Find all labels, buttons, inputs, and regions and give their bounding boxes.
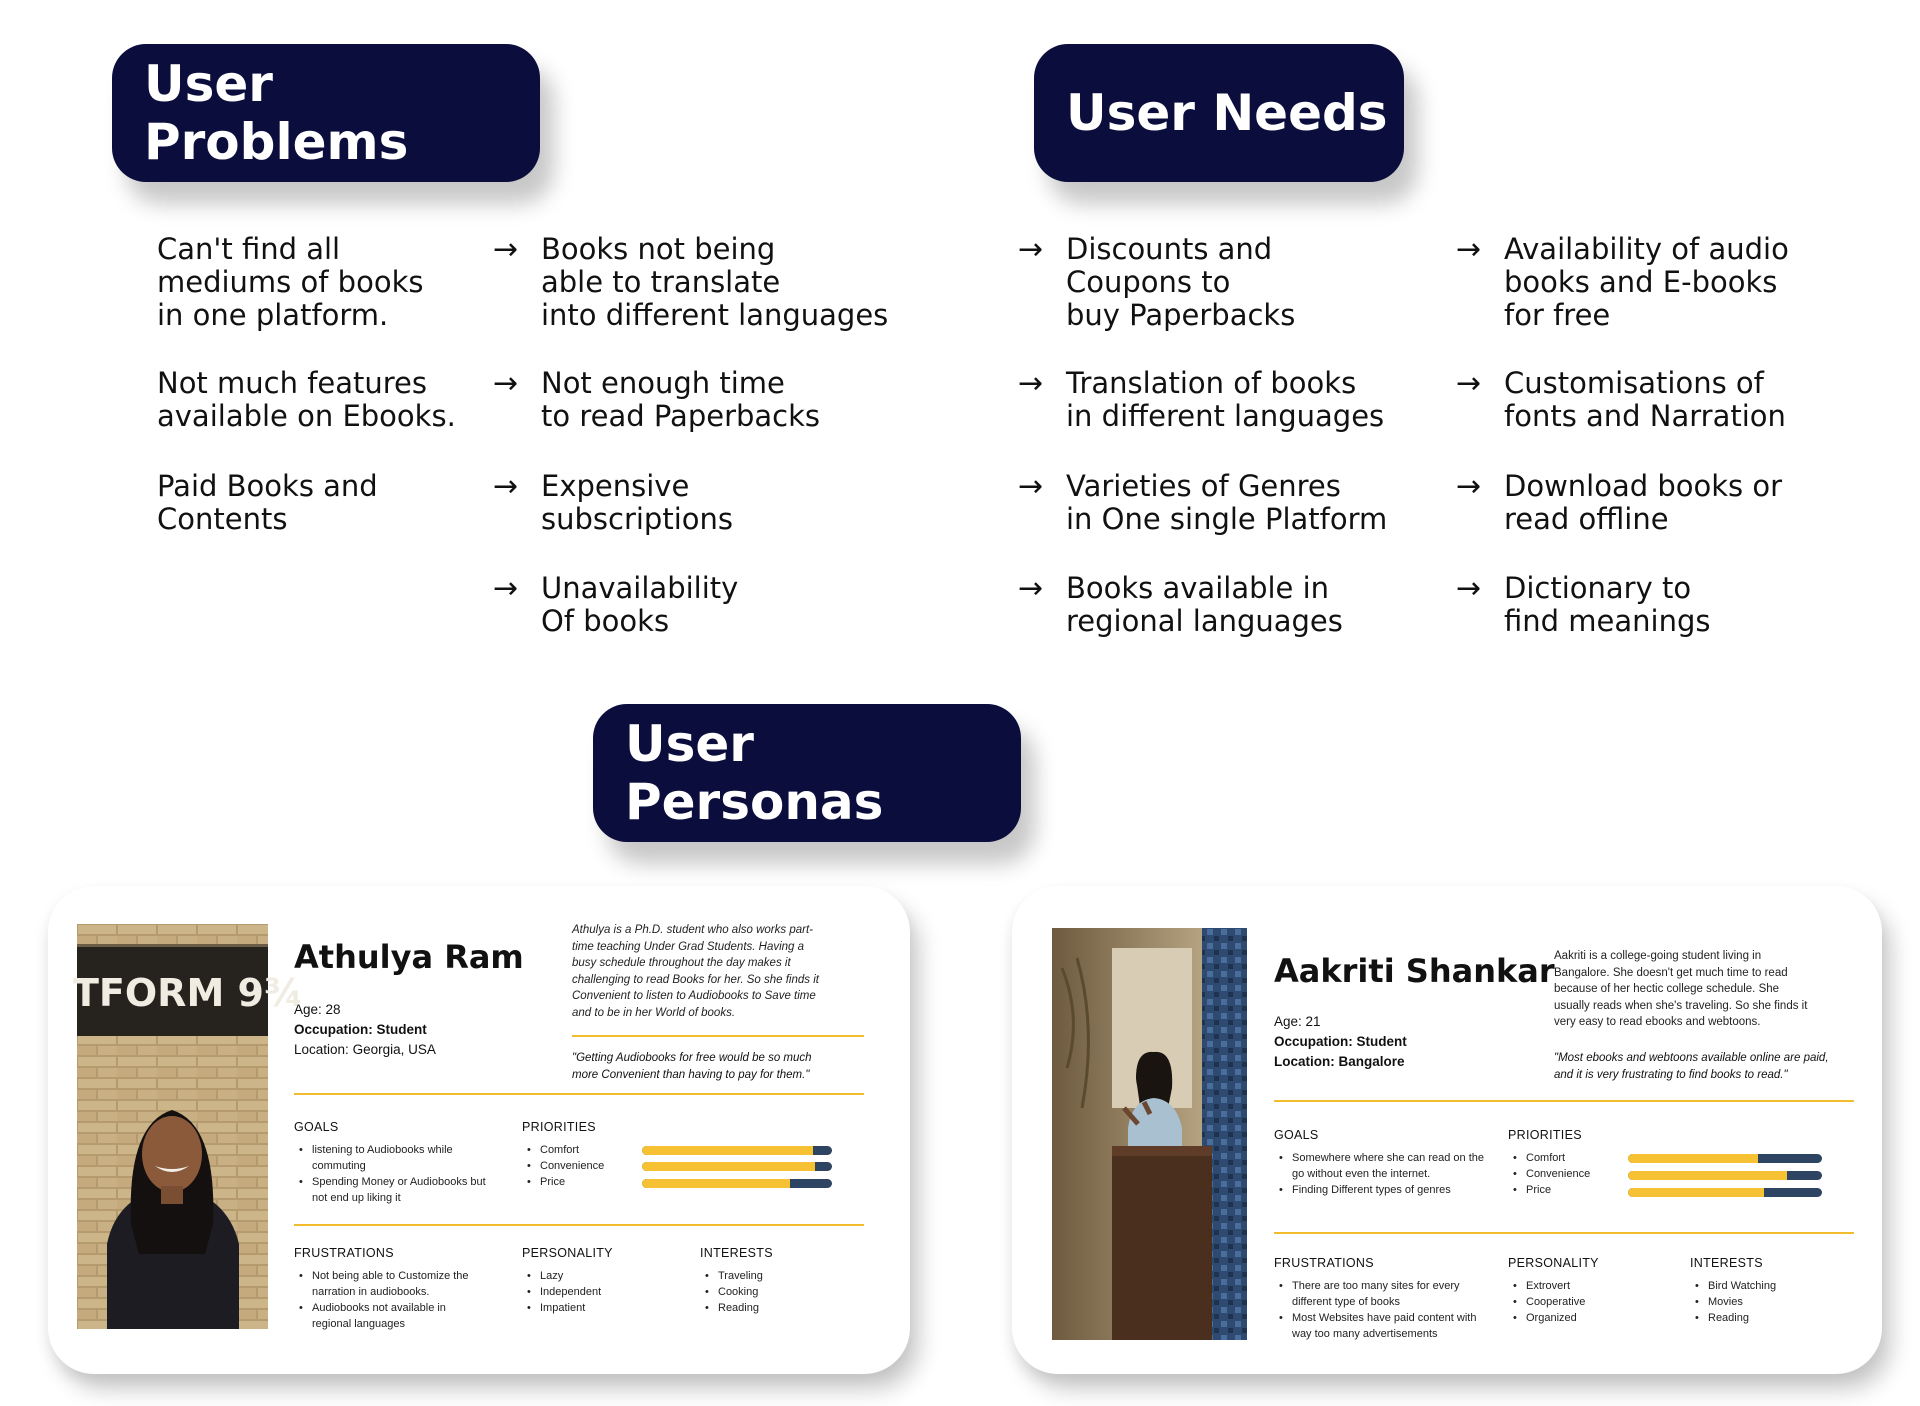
frustrations-heading: FRUSTRATIONS bbox=[1274, 1256, 1374, 1270]
bio-line: and to be in her World of books. bbox=[572, 1006, 736, 1019]
list-item: • Cooking bbox=[700, 1284, 840, 1300]
list-item: • Lazy bbox=[522, 1268, 662, 1284]
quote-line: more Convenient than having to pay for them." bbox=[572, 1068, 810, 1081]
interests-list bbox=[700, 1268, 840, 1316]
user-needs-heading bbox=[1034, 44, 1404, 182]
arrow-right-icon: → bbox=[1018, 469, 1044, 504]
quote-line: "Getting Audiobooks for free would be so much bbox=[572, 1052, 812, 1064]
arrow-right-icon: → bbox=[1018, 571, 1044, 606]
bio-line: time teaching Under Grad Students. Having a bbox=[572, 940, 805, 953]
text-line: books and E-books bbox=[1504, 265, 1778, 299]
bio-line: because of her hectic college schedule. She bbox=[1554, 983, 1780, 995]
occupation-label: Occupation: bbox=[294, 1022, 373, 1037]
list-item: • Movies bbox=[1690, 1294, 1840, 1310]
need-left-4 bbox=[1018, 571, 1343, 638]
text-line: Varieties of Genres bbox=[1066, 469, 1341, 503]
persona-quote bbox=[1554, 1050, 1829, 1083]
persona-meta bbox=[294, 1000, 436, 1060]
priority-bar-price bbox=[1628, 1188, 1822, 1197]
age-label: Age: bbox=[294, 1002, 322, 1017]
quote-line: and it is very frustrating to find books to read." bbox=[1554, 1068, 1788, 1081]
interests-list bbox=[1690, 1278, 1840, 1326]
text-line: in One single Platform bbox=[1066, 502, 1388, 536]
problem-cause-3 bbox=[157, 470, 378, 536]
frustrations-heading: FRUSTRATIONS bbox=[294, 1246, 394, 1260]
goals-list bbox=[294, 1142, 494, 1206]
problem-cause-1 bbox=[157, 233, 423, 332]
arrow-right-icon: → bbox=[493, 469, 519, 504]
interests-heading: INTERESTS bbox=[700, 1246, 773, 1260]
priorities-heading: PRIORITIES bbox=[522, 1120, 596, 1134]
text-line: Not enough time bbox=[541, 366, 785, 400]
list-item: • Bird Watching bbox=[1690, 1278, 1840, 1294]
arrow-right-icon: → bbox=[1018, 366, 1044, 401]
text-line: Dictionary to bbox=[1504, 571, 1692, 605]
list-item: • Spending Money or Audiobooks but not end up liking it bbox=[294, 1174, 494, 1206]
text-line: Can't find all bbox=[157, 232, 341, 266]
list-item: • Comfort bbox=[1508, 1150, 1618, 1166]
bio-line: busy schedule throughout the day makes it bbox=[572, 957, 791, 969]
text-line: in different languages bbox=[1066, 399, 1385, 433]
problem-effect-3 bbox=[493, 469, 733, 536]
text-line: to read Paperbacks bbox=[541, 399, 821, 433]
arrow-right-icon: → bbox=[1456, 571, 1482, 606]
need-left-2 bbox=[1018, 366, 1385, 433]
list-item: • listening to Audiobooks while commuting bbox=[294, 1142, 494, 1174]
user-problems-heading-text: User Problems bbox=[144, 55, 409, 171]
persona-photo bbox=[1052, 928, 1247, 1340]
location-value: Bangalore bbox=[1338, 1054, 1405, 1069]
bio-line: challenging to read Books for her. So she finds it bbox=[572, 973, 819, 986]
divider bbox=[294, 1224, 864, 1226]
occupation-value: Student bbox=[376, 1022, 427, 1037]
bio-line: Aakriti is a college-going student living in bbox=[1554, 950, 1762, 962]
text-line: Books not being bbox=[541, 232, 776, 266]
arrow-right-icon: → bbox=[1018, 232, 1044, 267]
persona-card-aakriti bbox=[1012, 886, 1882, 1374]
location-value: Georgia, USA bbox=[352, 1042, 436, 1057]
bio-line: Bangalore. She doesn't get much time to read bbox=[1554, 966, 1788, 979]
problem-effect-4 bbox=[493, 571, 739, 638]
platform-sign-text: TFORM 9¾ bbox=[73, 971, 304, 1015]
list-item: • Not being able to Customize the narration in audiobooks. bbox=[294, 1268, 484, 1300]
list-item: • Organized bbox=[1508, 1310, 1648, 1326]
arrow-right-icon: → bbox=[493, 571, 519, 606]
persona-name: Aakriti Shankar bbox=[1274, 952, 1555, 990]
bar-fill bbox=[1628, 1188, 1764, 1197]
priority-bar-price bbox=[642, 1179, 832, 1188]
arrow-right-icon: → bbox=[1456, 366, 1482, 401]
frustrations-list bbox=[1274, 1278, 1484, 1342]
bio-line: Convenient to listen to Audiobooks to Save time bbox=[572, 990, 816, 1002]
list-item: • Traveling bbox=[700, 1268, 840, 1284]
list-item: • Convenience bbox=[522, 1158, 632, 1174]
occupation-row bbox=[1274, 1032, 1407, 1052]
text-line: Unavailability bbox=[541, 571, 739, 605]
list-item: • Price bbox=[522, 1174, 632, 1190]
personality-list bbox=[1508, 1278, 1648, 1326]
divider bbox=[294, 1093, 864, 1095]
persona-bio bbox=[1554, 948, 1807, 1031]
persona-quote bbox=[572, 1050, 812, 1083]
priority-bar-convenience bbox=[1628, 1171, 1822, 1180]
bar-fill bbox=[642, 1179, 790, 1188]
list-item: • Extrovert bbox=[1508, 1278, 1648, 1294]
problem-cause-2 bbox=[157, 367, 456, 433]
age-value: 28 bbox=[325, 1002, 341, 1017]
need-right-3 bbox=[1456, 469, 1783, 536]
list-item: • Cooperative bbox=[1508, 1294, 1648, 1310]
text-line: for free bbox=[1504, 298, 1611, 332]
occupation-value: Student bbox=[1356, 1034, 1407, 1049]
need-right-4 bbox=[1456, 571, 1711, 638]
interests-heading: INTERESTS bbox=[1690, 1256, 1763, 1270]
personality-list bbox=[522, 1268, 662, 1316]
bar-fill bbox=[1628, 1154, 1758, 1163]
arrow-right-icon: → bbox=[493, 366, 519, 401]
priorities-list bbox=[1508, 1150, 1618, 1198]
list-item: • There are too many sites for every different type of books bbox=[1274, 1278, 1484, 1310]
text-line: fonts and Narration bbox=[1504, 399, 1786, 433]
arrow-right-icon: → bbox=[493, 232, 519, 267]
personality-heading: PERSONALITY bbox=[1508, 1256, 1599, 1270]
bar-fill bbox=[642, 1146, 813, 1155]
goals-list bbox=[1274, 1150, 1484, 1198]
personality-heading: PERSONALITY bbox=[522, 1246, 613, 1260]
text-line: Books available in bbox=[1066, 571, 1330, 605]
arrow-right-icon: → bbox=[1456, 469, 1482, 504]
text-line: read offline bbox=[1504, 502, 1669, 536]
text-line: regional languages bbox=[1066, 604, 1343, 638]
list-item: • Most Websites have paid content with way too many advertisements bbox=[1274, 1310, 1484, 1342]
list-item: • Impatient bbox=[522, 1300, 662, 1316]
priorities-list bbox=[522, 1142, 632, 1190]
goals-heading: GOALS bbox=[294, 1120, 339, 1134]
location-row bbox=[294, 1040, 436, 1060]
divider bbox=[1274, 1100, 1854, 1102]
location-row bbox=[1274, 1052, 1407, 1072]
persona-meta bbox=[1274, 1012, 1407, 1072]
need-right-1 bbox=[1456, 232, 1789, 332]
text-line: available on Ebooks. bbox=[157, 399, 456, 433]
list-item: • Comfort bbox=[522, 1142, 632, 1158]
text-line: subscriptions bbox=[541, 502, 733, 536]
text-line: Expensive bbox=[541, 469, 690, 503]
user-personas-heading-text: User Personas bbox=[625, 715, 884, 831]
priorities-heading: PRIORITIES bbox=[1508, 1128, 1582, 1142]
divider bbox=[572, 1035, 864, 1037]
text-line: Coupons to bbox=[1066, 265, 1231, 299]
bar-fill bbox=[1628, 1171, 1787, 1180]
problem-effect-1 bbox=[493, 232, 889, 332]
text-line: mediums of books bbox=[157, 265, 424, 299]
location-label: Location: bbox=[294, 1042, 349, 1057]
frustrations-list bbox=[294, 1268, 484, 1332]
need-left-1 bbox=[1018, 232, 1296, 332]
list-item: • Reading bbox=[1690, 1310, 1840, 1326]
text-line: Discounts and bbox=[1066, 232, 1273, 266]
text-line: able to translate bbox=[541, 265, 781, 299]
list-item: • Audiobooks not available in regional languages bbox=[294, 1300, 484, 1332]
need-left-3 bbox=[1018, 469, 1388, 536]
age-row bbox=[1274, 1012, 1407, 1032]
text-line: Download books or bbox=[1504, 469, 1783, 503]
list-item: • Reading bbox=[700, 1300, 840, 1316]
list-item: • Independent bbox=[522, 1284, 662, 1300]
persona-photo bbox=[73, 924, 304, 1329]
persona-name: Athulya Ram bbox=[294, 938, 524, 976]
priority-bar-convenience bbox=[642, 1162, 832, 1171]
quote-line: "Most ebooks and webtoons available online are paid, bbox=[1554, 1052, 1829, 1064]
problem-effect-2 bbox=[493, 366, 821, 433]
persona-bio bbox=[572, 922, 819, 1021]
persona-photo-illustration bbox=[73, 924, 304, 1329]
text-line: Of books bbox=[541, 604, 670, 638]
persona-photo-illustration bbox=[1052, 928, 1247, 1340]
bio-line: Athulya is a Ph.D. student who also works part- bbox=[572, 924, 813, 936]
text-line: Paid Books and bbox=[157, 469, 378, 503]
need-right-2 bbox=[1456, 366, 1786, 433]
bio-line: usually reads when she's traveling. So she finds it bbox=[1554, 999, 1808, 1012]
list-item: • Convenience bbox=[1508, 1166, 1618, 1182]
location-label: Location: bbox=[1274, 1054, 1335, 1069]
occupation-label: Occupation: bbox=[1274, 1034, 1353, 1049]
bio-line: very easy to read ebooks and webtoons. bbox=[1554, 1016, 1761, 1028]
text-line: Availability of audio bbox=[1504, 232, 1789, 266]
user-needs-heading-text: User Needs bbox=[1066, 84, 1388, 142]
priority-bar-comfort bbox=[642, 1146, 832, 1155]
text-line: Customisations of bbox=[1504, 366, 1764, 400]
list-item: • Finding Different types of genres bbox=[1274, 1182, 1484, 1198]
age-value: 21 bbox=[1305, 1014, 1321, 1029]
goals-heading: GOALS bbox=[1274, 1128, 1319, 1142]
text-line: in one platform. bbox=[157, 298, 389, 332]
user-personas-heading bbox=[593, 704, 1021, 842]
user-problems-heading bbox=[112, 44, 540, 182]
divider bbox=[1274, 1232, 1854, 1234]
occupation-row bbox=[294, 1020, 436, 1040]
text-line: Contents bbox=[157, 502, 288, 536]
text-line: into different languages bbox=[541, 298, 889, 332]
text-line: buy Paperbacks bbox=[1066, 298, 1296, 332]
arrow-right-icon: → bbox=[1456, 232, 1482, 267]
bar-fill bbox=[642, 1162, 815, 1171]
age-label: Age: bbox=[1274, 1014, 1302, 1029]
persona-card-athulya bbox=[48, 886, 910, 1374]
age-row bbox=[294, 1000, 436, 1020]
text-line: find meanings bbox=[1504, 604, 1711, 638]
priority-bar-comfort bbox=[1628, 1154, 1822, 1163]
text-line: Translation of books bbox=[1066, 366, 1357, 400]
list-item: • Somewhere where she can read on the go without even the internet. bbox=[1274, 1150, 1484, 1182]
list-item: • Price bbox=[1508, 1182, 1618, 1198]
text-line: Not much features bbox=[157, 366, 428, 400]
